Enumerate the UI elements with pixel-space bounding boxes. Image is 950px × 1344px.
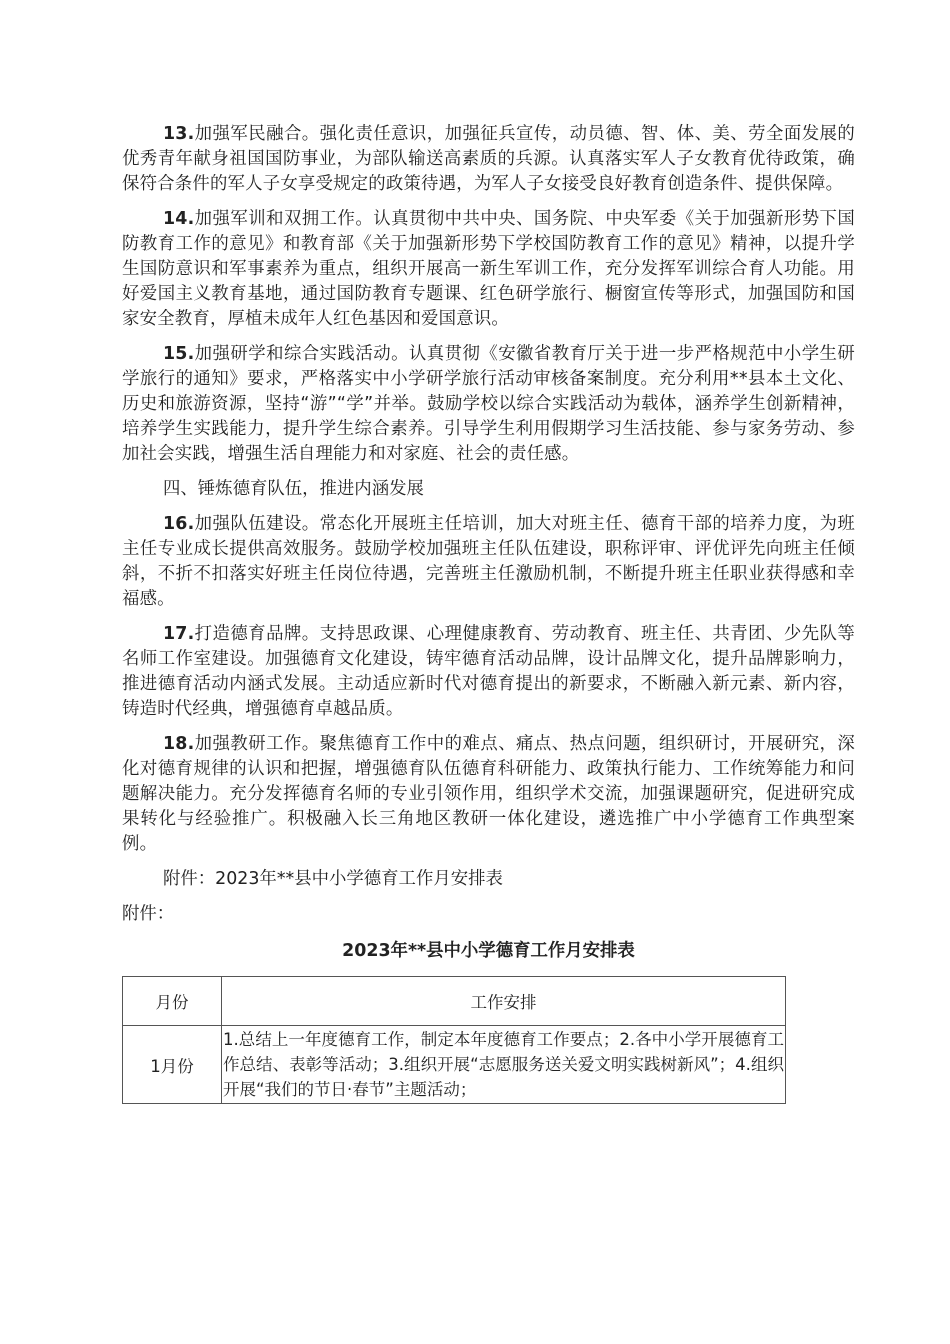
work-header: 工作安排 bbox=[222, 977, 786, 1026]
section-number: 13. bbox=[163, 124, 195, 144]
section-number: 15. bbox=[163, 344, 195, 364]
schedule-table bbox=[122, 976, 786, 1104]
section-number: 16. bbox=[163, 514, 195, 534]
section-number: 17. bbox=[163, 624, 195, 644]
section-text: 加强军训和双拥工作。认真贯彻中共中央、国务院、中央军委《关于加强新形势下国防教育工作的意见》和教育部《关于加强新形势下学校国防教育工作的意见》精神，以提升学生国防意识和军事素养为重点，组织开展高一新生军训工作，充分发挥军训综合育人功能。用好爱国主义教育基地，通过国防教育专题课、红色研学旅行、橱窗宣传等形式，加强国防和国家安全教育，厚植未成年人红色基因和爱国意识。 bbox=[122, 209, 855, 329]
section-14 bbox=[122, 207, 855, 332]
work-cell: 1.总结上一年度德育工作，制定本年度德育工作要点；2.各中小学开展德育工作总结、表彰等活动；3.组织开展“志愿服务送关爱文明实践树新风”；4.组织开展“我们的节日·春节”主题活动； bbox=[222, 1026, 786, 1104]
table-row bbox=[123, 1026, 786, 1104]
attachment-label: 附件： bbox=[122, 904, 175, 924]
section-18 bbox=[122, 732, 855, 857]
section-17 bbox=[122, 622, 855, 722]
section-text: 加强研学和综合实践活动。认真贯彻《安徽省教育厅关于进一步严格规范中小学生研学旅行的通知》要求，严格落实中小学研学旅行活动审核备案制度。充分利用**县本土文化、历史和旅游资源，坚持“游”“学”并举。鼓励学校以综合实践活动为载体，涵养学生创新精神，培养学生实践能力，提升学生综合素养。引导学生利用假期学习生活技能、参与家务劳动、参加社会实践，增强生活自理能力和对家庭、社会的责任感。 bbox=[122, 344, 855, 464]
heading-four: 四、锤炼德育队伍，推进内涵发展 bbox=[163, 479, 424, 499]
table-header-row bbox=[123, 977, 786, 1026]
attachment-reference: 附件：2023年**县中小学德育工作月安排表 bbox=[163, 869, 503, 889]
section-text: 加强教研工作。聚焦德育工作中的难点、痛点、热点问题，组织研讨，开展研究，深化对德育规律的认识和把握，增强德育队伍德育科研能力、政策执行能力、工作统筹能力和问题解决能力。充分发挥德育名师的专业引领作用，组织学术交流，加强课题研究，促进研究成果转化与经验推广。积极融入长三角地区教研一体化建设，遴选推广中小学德育工作典型案例。 bbox=[122, 734, 855, 854]
section-15 bbox=[122, 342, 855, 467]
table-title: 2023年**县中小学德育工作月安排表 bbox=[342, 941, 635, 961]
section-text: 加强队伍建设。常态化开展班主任培训，加大对班主任、德育干部的培养力度，为班主任专业成长提供高效服务。鼓励学校加强班主任队伍建设，职称评审、评优评先向班主任倾斜，不折不扣落实好班主任岗位待遇，完善班主任激励机制，不断提升班主任职业获得感和幸福感。 bbox=[122, 514, 855, 609]
section-text: 加强军民融合。强化责任意识，加强征兵宣传，动员德、智、体、美、劳全面发展的优秀青年献身祖国国防事业，为部队输送高素质的兵源。认真落实军人子女教育优待政策，确保符合条件的军人子女享受规定的政策待遇，为军人子女接受良好教育创造条件、提供保障。 bbox=[122, 124, 855, 194]
month-cell: 1月份 bbox=[123, 1026, 222, 1104]
section-text: 打造德育品牌。支持思政课、心理健康教育、劳动教育、班主任、共青团、少先队等名师工作室建设。加强德育文化建设，铸牢德育活动品牌，设计品牌文化，提升品牌影响力，推进德育活动内涵式发展。主动适应新时代对德育提出的新要求，不断融入新元素、新内容，铸造时代经典，增强德育卓越品质。 bbox=[122, 624, 855, 719]
section-number: 14. bbox=[163, 209, 195, 229]
document-page bbox=[122, 122, 855, 1104]
section-number: 18. bbox=[163, 734, 195, 754]
month-header: 月份 bbox=[123, 977, 222, 1026]
section-16 bbox=[122, 512, 855, 612]
section-13 bbox=[122, 122, 855, 197]
